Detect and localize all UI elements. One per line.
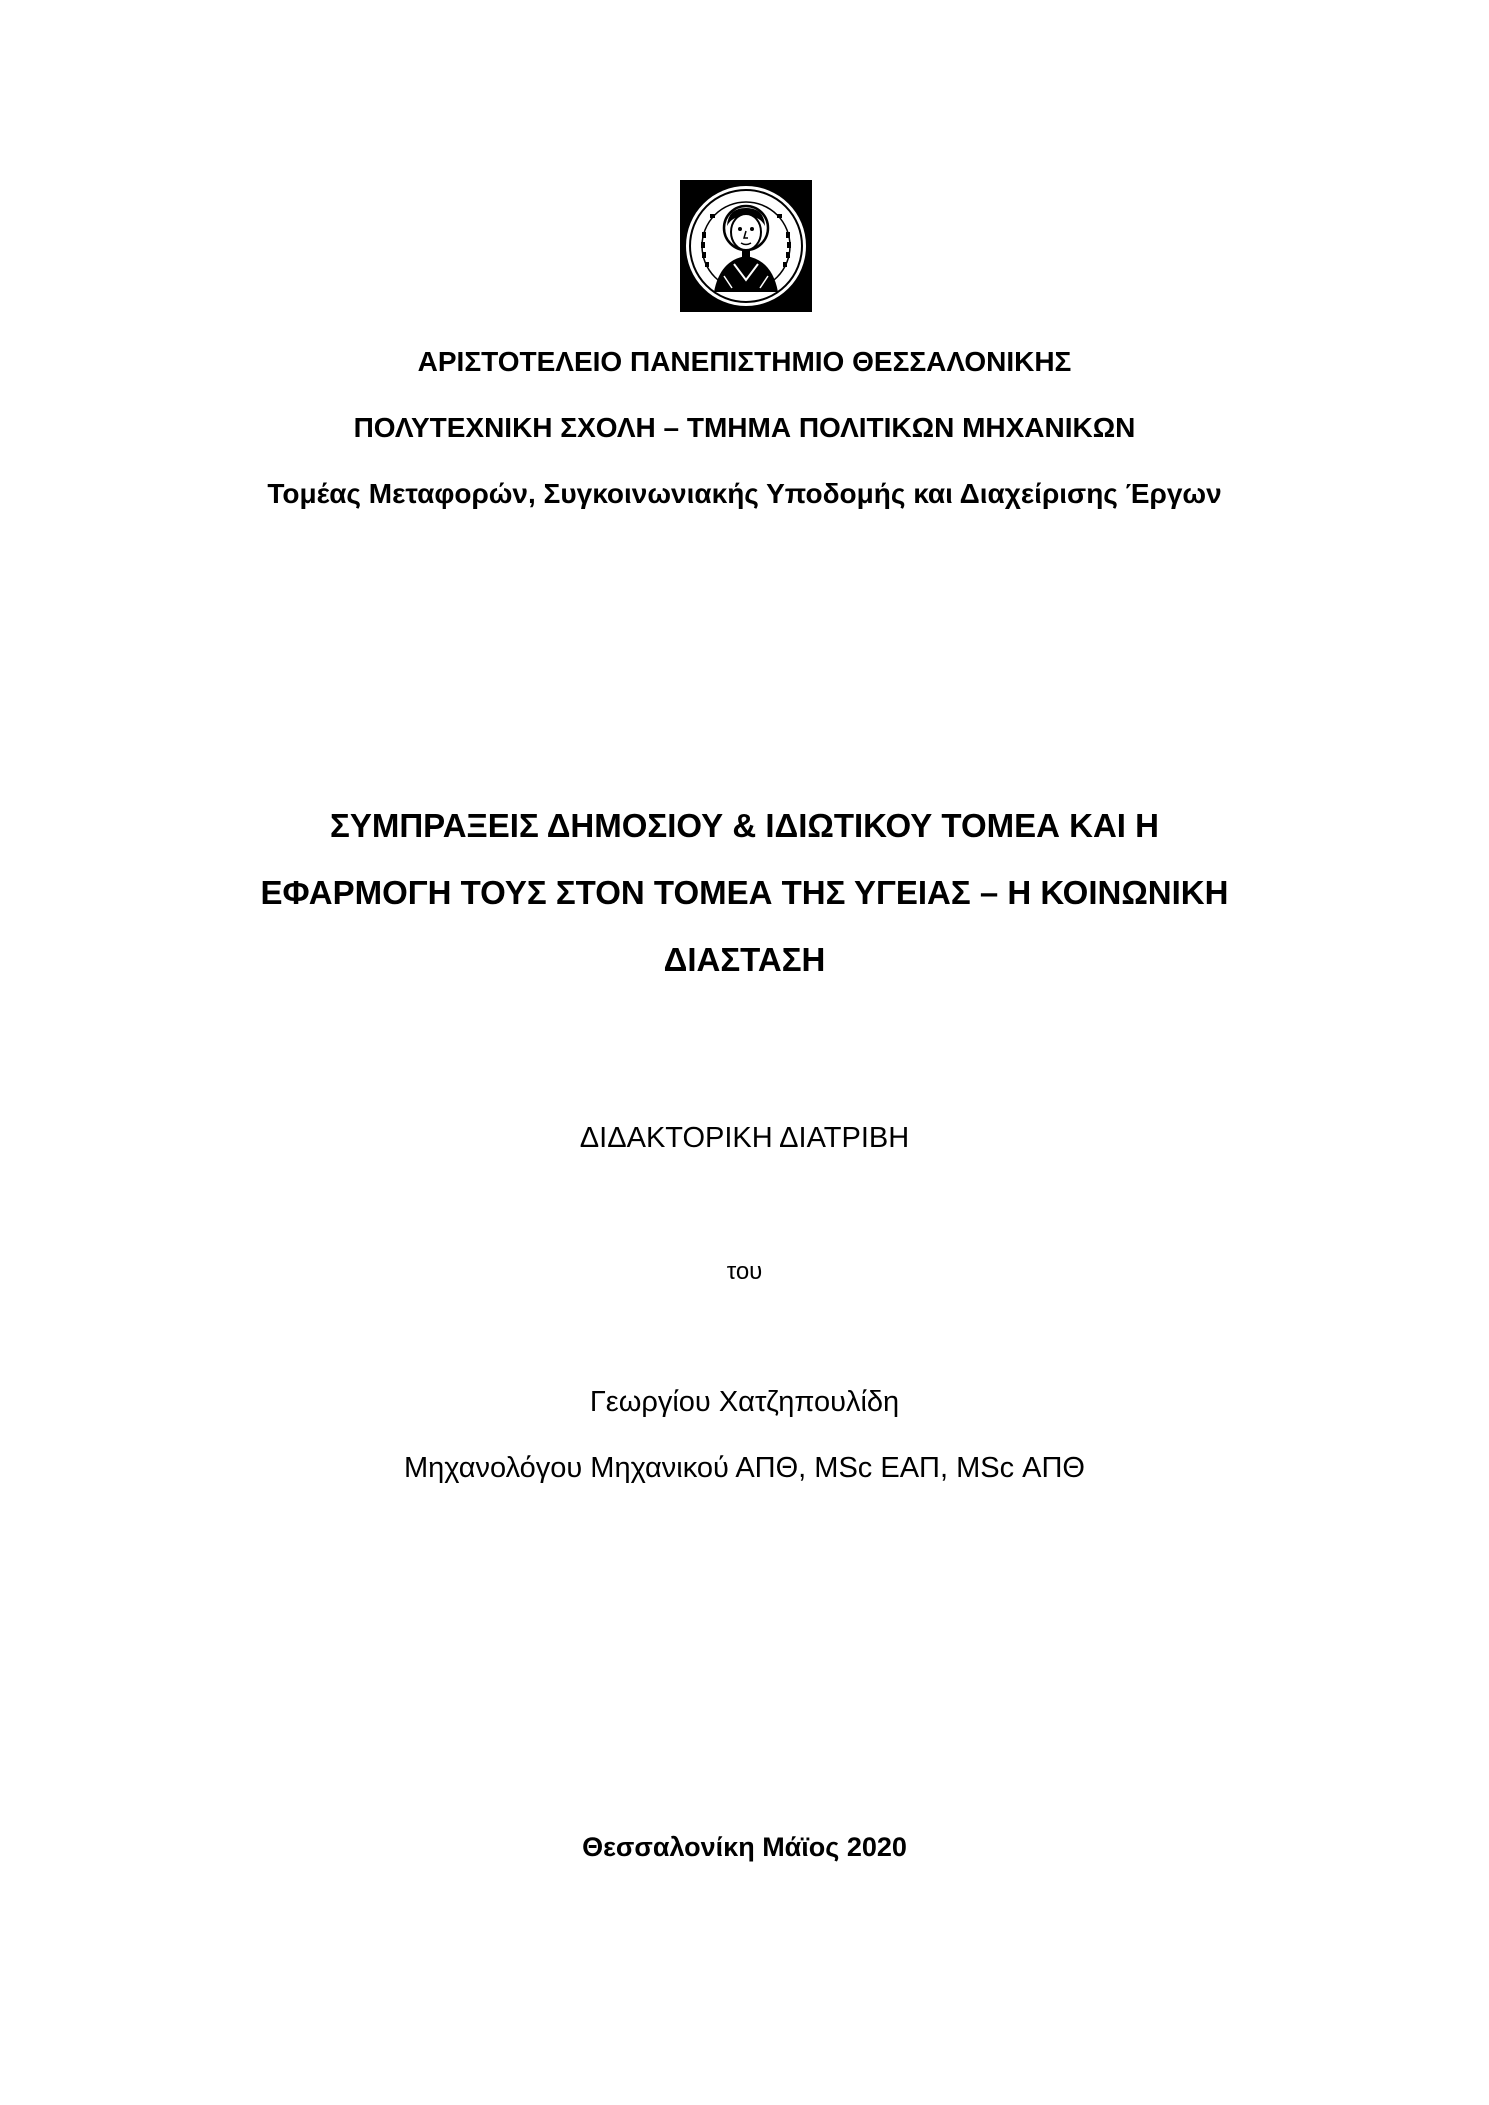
thesis-title-line: ΔΙΑΣΤΑΣΗ (663, 941, 826, 978)
thesis-title-line: ΕΦΑΡΜΟΓΗ ΤΟΥΣ ΣΤΟΝ ΤΟΜΕΑ ΤΗΣ ΥΓΕΙΑΣ – Η ΚΟΙΝΩΝΙΚΗ (260, 874, 1229, 911)
school-department: ΠΟΛΥΤΕΧΝΙΚΗ ΣΧΟΛΗ – ΤΜΗΜΑ ΠΟΛΙΤΙΚΩΝ ΜΗΧΑΝΙΚΩΝ (353, 412, 1136, 443)
author-credentials: Μηχανολόγου Μηχανικού ΑΠΘ, MSc ΕΑΠ, MSc ΑΠΘ (404, 1452, 1085, 1484)
document-type: ΔΙΔΑΚΤΟΡΙΚΗ ΔΙΑΤΡΙΒΗ (579, 1122, 910, 1154)
thesis-title-line: ΣΥΜΠΡΑΞΕΙΣ ΔΗΜΟΣΙΟΥ & ΙΔΙΩΤΙΚΟΥ ΤΟΜΕΑ ΚΑΙ Η (330, 807, 1159, 844)
place-date: Θεσσαλονίκη Μάϊος 2020 (582, 1832, 907, 1862)
sector-name: Τομέας Μεταφορών, Συγκοινωνιακής Υποδομής και Διαχείρισης Έργων (267, 478, 1222, 509)
thesis-title (0, 792, 1489, 993)
by-label: του (726, 1258, 763, 1285)
aristotle-university-seal-icon (680, 180, 812, 312)
author-name: Γεωργίου Χατζηπουλίδη (589, 1386, 900, 1418)
university-name: ΑΡΙΣΤΟΤΕΛΕΙΟ ΠΑΝΕΠΙΣΤΗΜΙΟ ΘΕΣΣΑΛΟΝΙΚΗΣ (417, 346, 1072, 377)
